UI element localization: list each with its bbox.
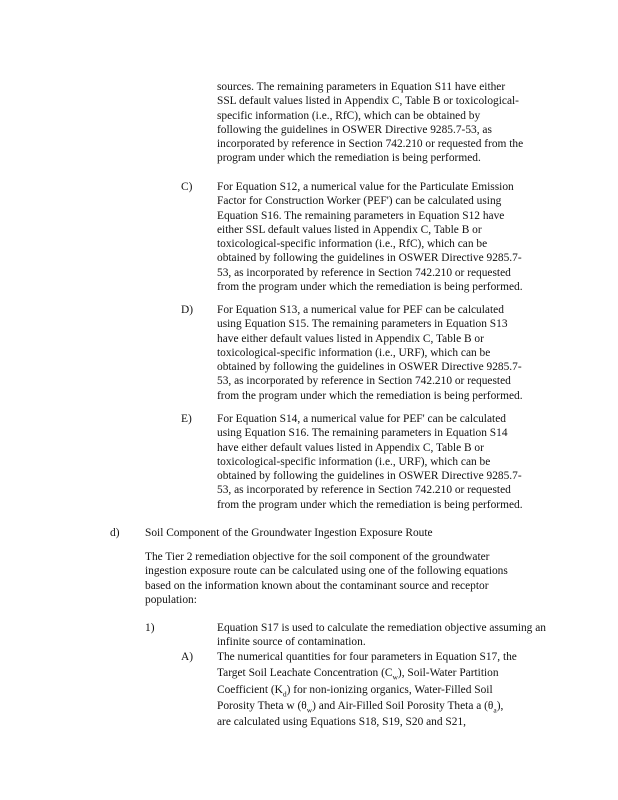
text-fragment: ) for non-ionizing organics, Water-Filled Soil	[286, 683, 493, 696]
text-line: SSL default values listed in Appendix C, Table B or toxicological-	[217, 95, 519, 108]
text-line: 53, as incorporated by reference in Section 742.210 or requested	[217, 484, 511, 497]
subscript: a	[493, 705, 497, 715]
text-line: following the guidelines in OSWER Directive 9285.7-53, as	[217, 123, 492, 136]
paragraph-sources	[217, 80, 523, 166]
subscript: d	[282, 688, 287, 698]
text-fragment: ), Soil-Water Partition	[397, 667, 499, 680]
item-marker-1A: A)	[181, 651, 194, 663]
item-marker-1: 1)	[145, 622, 155, 634]
text-line: infinite source of contamination.	[217, 636, 366, 649]
text-line: For Equation S14, a numerical value for PEF' can be calculated	[217, 413, 506, 425]
text-line: toxicological-specific information (i.e., URF), which can be	[217, 455, 491, 468]
text-fragment: Porosity Theta w (θ	[217, 699, 307, 712]
text-fragment: Coefficient (K	[217, 683, 283, 696]
text-line: based on the information known about the contaminant source and receptor	[145, 579, 489, 592]
text-line: obtained by following the guidelines in OSWER Directive 9285.7-	[217, 470, 522, 483]
text-line: from the program under which the remediation is being performed.	[217, 281, 523, 294]
text-line: 53, as incorporated by reference in Section 742.210 or requested	[217, 375, 511, 388]
text-line: from the program under which the remediation is being performed.	[217, 498, 523, 511]
text-line: Factor for Construction Worker (PEF') can be calculated using	[217, 195, 502, 208]
text-line: toxicological-specific information (i.e., URF), which can be	[217, 346, 491, 359]
text-line	[217, 699, 517, 713]
text-line: ingestion exposure route can be calculated using one of the following equations	[145, 565, 508, 578]
text-line: are calculated using Equations S18, S19, S20 and S21,	[217, 716, 466, 729]
text-line: For Equation S13, a numerical value for PEF can be calculated	[217, 304, 504, 316]
text-line: program under which the remediation is being performed.	[217, 152, 481, 165]
text-line: For Equation S12, a numerical value for the Particulate Emission	[217, 181, 514, 193]
text-line: Equation S16. The remaining parameters in Equation S12 have	[217, 209, 505, 222]
text-line	[217, 683, 517, 697]
text-line: using Equation S16. The remaining parameters in Equation S14	[217, 427, 508, 440]
text-fragment: ) and Air-Filled Soil Porosity Theta a (θ	[312, 699, 494, 712]
text-line: from the program under which the remediation is being performed.	[217, 389, 523, 402]
text-line: have either default values listed in Appendix C, Table B or	[217, 441, 484, 454]
text-line: using Equation S15. The remaining parameters in Equation S13	[217, 318, 508, 331]
text-line: 53, as incorporated by reference in Section 742.210 or requested	[217, 266, 511, 279]
item-marker-D: D)	[181, 304, 194, 316]
paragraph-item-C	[217, 180, 523, 294]
text-fragment: Target Soil Leachate Concentration (C	[217, 667, 393, 680]
text-line: obtained by following the guidelines in OSWER Directive 9285.7-	[217, 252, 522, 265]
paragraph-item-1A	[217, 650, 517, 729]
section-heading	[145, 526, 433, 540]
text-line: sources. The remaining parameters in Equation S11 have either	[217, 81, 506, 93]
text-line: population:	[145, 593, 197, 606]
text-line: incorporated by reference in Section 742.210 or requested from the	[217, 138, 524, 151]
text-line	[217, 666, 517, 680]
subscript: w	[392, 672, 398, 682]
text-line: specific information (i.e., RfC), which can be obtained by	[217, 109, 481, 122]
text-line: Equation S17 is used to calculate the remediation objective assuming an	[217, 622, 546, 634]
text-line: obtained by following the guidelines in OSWER Directive 9285.7-	[217, 361, 522, 374]
heading-text: Soil Component of the Groundwater Ingestion Exposure Route	[145, 527, 433, 539]
text-line: The Tier 2 remediation objective for the soil component of the groundwater	[145, 551, 490, 563]
paragraph-item-1	[217, 621, 546, 650]
text-line: The numerical quantities for four parameters in Equation S17, the	[217, 651, 517, 663]
text-line: have either default values listed in Appendix C, Table B or	[217, 332, 484, 345]
text-line: either SSL default values listed in Appendix C, Table B or	[217, 223, 482, 236]
text-fragment: ),	[496, 699, 504, 712]
subscript: w	[306, 705, 313, 715]
item-marker-E: E)	[181, 413, 192, 425]
paragraph-item-D	[217, 303, 523, 403]
section-marker-d: d)	[110, 527, 120, 539]
text-line: toxicological-specific information (i.e., RfC), which can be	[217, 238, 488, 251]
paragraph-item-E	[217, 412, 523, 512]
paragraph-section-d-intro	[145, 550, 508, 607]
item-marker-C: C)	[181, 181, 193, 193]
